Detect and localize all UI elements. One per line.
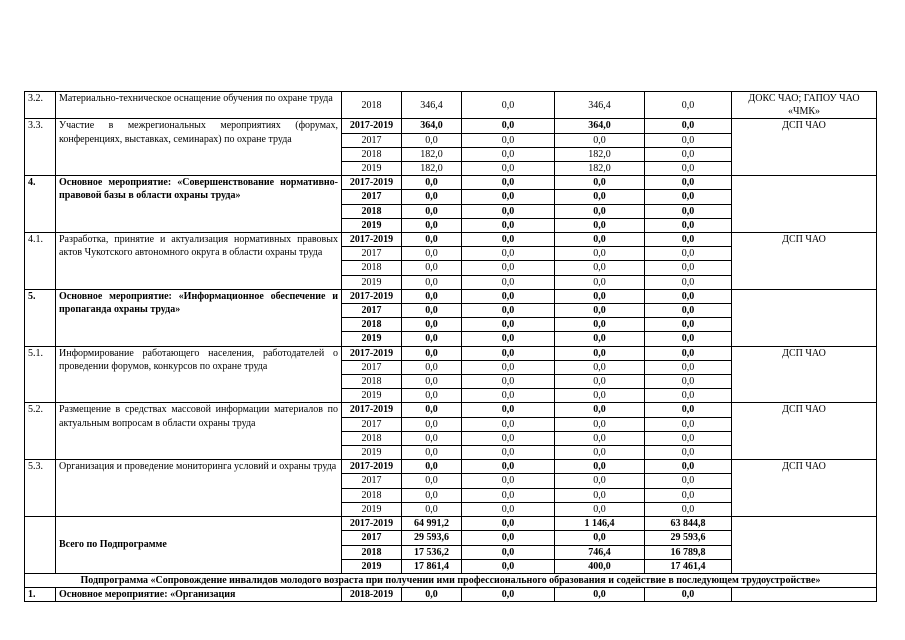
year-cell: 2019 <box>342 389 402 403</box>
value-cell: 364,0 <box>402 119 462 133</box>
value-cell: 0,0 <box>645 261 732 275</box>
table-row <box>25 92 877 119</box>
year-cell: 2017 <box>342 417 402 431</box>
value-cell: 0,0 <box>462 332 555 346</box>
value-cell: 0,0 <box>555 488 645 502</box>
year-cell: 2017 <box>342 531 402 545</box>
value-cell: 0,0 <box>402 332 462 346</box>
value-cell: 0,0 <box>555 474 645 488</box>
value-cell: 0,0 <box>402 431 462 445</box>
value-cell: 0,0 <box>462 133 555 147</box>
value-cell: 0,0 <box>645 403 732 417</box>
value-cell: 0,0 <box>402 360 462 374</box>
table-row <box>25 233 877 247</box>
value-cell: 0,0 <box>645 275 732 289</box>
value-cell: 0,0 <box>555 360 645 374</box>
value-cell: 0,0 <box>645 446 732 460</box>
table-row <box>25 346 877 360</box>
value-cell: 29 593,6 <box>402 531 462 545</box>
year-cell: 2017 <box>342 474 402 488</box>
value-cell: 0,0 <box>462 346 555 360</box>
executor-cell <box>732 517 877 574</box>
subprogram-title: Подпрограмма «Сопровождение инвалидов молодого возраста при получении ими профессионального образования и содействие в последующем трудоустройстве» <box>25 573 877 587</box>
value-cell: 0,0 <box>645 346 732 360</box>
value-cell: 0,0 <box>402 233 462 247</box>
year-cell: 2017-2019 <box>342 346 402 360</box>
value-cell: 182,0 <box>555 147 645 161</box>
item-number: 5.1. <box>25 346 56 403</box>
value-cell: 0,0 <box>555 233 645 247</box>
year-cell: 2019 <box>342 446 402 460</box>
year-cell: 2017 <box>342 133 402 147</box>
year-cell: 2017 <box>342 190 402 204</box>
executor-cell: ДСП ЧАО <box>732 460 877 517</box>
value-cell: 0,0 <box>402 133 462 147</box>
item-name: Участие в межрегиональных мероприятиях (форумах, конференциях, выставках, семинарах) по охране труда <box>56 119 342 176</box>
year-cell: 2017 <box>342 304 402 318</box>
item-name: Информирование работающего населения, работодателей о проведении форумов, конкурсов по охране труда <box>56 346 342 403</box>
year-cell: 2018 <box>342 375 402 389</box>
value-cell: 0,0 <box>645 119 732 133</box>
item-name: Основное мероприятие: «Совершенствование нормативно-правовой базы в области охраны труда» <box>56 176 342 233</box>
value-cell: 0,0 <box>555 588 645 602</box>
value-cell: 0,0 <box>402 176 462 190</box>
value-cell: 0,0 <box>462 119 555 133</box>
value-cell: 0,0 <box>462 474 555 488</box>
value-cell: 0,0 <box>555 247 645 261</box>
year-cell: 2018-2019 <box>342 588 402 602</box>
value-cell: 346,4 <box>555 92 645 119</box>
value-cell: 0,0 <box>402 218 462 232</box>
table-row <box>25 289 877 303</box>
value-cell: 0,0 <box>555 275 645 289</box>
value-cell: 0,0 <box>402 474 462 488</box>
value-cell: 0,0 <box>462 375 555 389</box>
value-cell: 0,0 <box>462 488 555 502</box>
total-row <box>25 517 877 531</box>
item-name: Разработка, принятие и актуализация нормативных правовых актов Чукотского автономного округа в области охраны труда <box>56 233 342 290</box>
value-cell: 182,0 <box>402 162 462 176</box>
value-cell: 0,0 <box>402 190 462 204</box>
value-cell: 0,0 <box>555 431 645 445</box>
item-number: 1. <box>25 588 56 602</box>
year-cell: 2017 <box>342 360 402 374</box>
year-cell: 2017-2019 <box>342 289 402 303</box>
value-cell: 1 146,4 <box>555 517 645 531</box>
value-cell: 0,0 <box>645 176 732 190</box>
value-cell: 0,0 <box>645 247 732 261</box>
value-cell: 0,0 <box>645 360 732 374</box>
value-cell: 64 991,2 <box>402 517 462 531</box>
item-name: Основное мероприятие: «Организация <box>56 588 342 602</box>
value-cell: 364,0 <box>555 119 645 133</box>
value-cell: 0,0 <box>555 460 645 474</box>
value-cell: 0,0 <box>555 389 645 403</box>
value-cell: 0,0 <box>462 190 555 204</box>
value-cell: 0,0 <box>462 588 555 602</box>
value-cell: 0,0 <box>462 360 555 374</box>
value-cell: 0,0 <box>462 517 555 531</box>
table-row <box>25 460 877 474</box>
year-cell: 2019 <box>342 275 402 289</box>
value-cell: 0,0 <box>402 275 462 289</box>
value-cell: 0,0 <box>402 375 462 389</box>
value-cell: 346,4 <box>402 92 462 119</box>
value-cell: 182,0 <box>402 147 462 161</box>
value-cell: 0,0 <box>462 559 555 573</box>
value-cell: 0,0 <box>555 190 645 204</box>
executor-cell <box>732 176 877 233</box>
value-cell: 29 593,6 <box>645 531 732 545</box>
value-cell: 0,0 <box>402 588 462 602</box>
value-cell: 0,0 <box>555 133 645 147</box>
value-cell: 0,0 <box>645 318 732 332</box>
value-cell: 0,0 <box>462 261 555 275</box>
item-number: 4. <box>25 176 56 233</box>
value-cell: 746,4 <box>555 545 645 559</box>
value-cell: 0,0 <box>555 346 645 360</box>
year-cell: 2019 <box>342 332 402 346</box>
value-cell: 0,0 <box>462 275 555 289</box>
value-cell: 0,0 <box>462 502 555 516</box>
value-cell: 0,0 <box>462 389 555 403</box>
value-cell: 0,0 <box>402 261 462 275</box>
value-cell: 0,0 <box>402 403 462 417</box>
value-cell: 0,0 <box>462 204 555 218</box>
value-cell: 0,0 <box>645 488 732 502</box>
executor-cell: ДСП ЧАО <box>732 346 877 403</box>
value-cell: 0,0 <box>555 218 645 232</box>
value-cell: 0,0 <box>555 204 645 218</box>
budget-table <box>24 91 877 602</box>
value-cell: 0,0 <box>402 502 462 516</box>
value-cell: 0,0 <box>462 318 555 332</box>
executor-cell: ДСП ЧАО <box>732 403 877 460</box>
value-cell: 0,0 <box>402 346 462 360</box>
value-cell: 17 861,4 <box>402 559 462 573</box>
year-cell: 2017-2019 <box>342 233 402 247</box>
executor-cell: ДСП ЧАО <box>732 233 877 290</box>
value-cell: 0,0 <box>402 289 462 303</box>
year-cell: 2018 <box>342 92 402 119</box>
value-cell: 0,0 <box>555 289 645 303</box>
table-row <box>25 176 877 190</box>
total-empty-cell <box>25 517 56 574</box>
year-cell: 2019 <box>342 162 402 176</box>
value-cell: 0,0 <box>462 247 555 261</box>
year-cell: 2019 <box>342 559 402 573</box>
value-cell: 0,0 <box>645 502 732 516</box>
value-cell: 0,0 <box>555 332 645 346</box>
value-cell: 182,0 <box>555 162 645 176</box>
value-cell: 0,0 <box>645 332 732 346</box>
item-number: 5. <box>25 289 56 346</box>
value-cell: 0,0 <box>645 92 732 119</box>
value-cell: 0,0 <box>462 531 555 545</box>
table-row <box>25 403 877 417</box>
value-cell: 0,0 <box>555 176 645 190</box>
year-cell: 2017-2019 <box>342 403 402 417</box>
item-number: 4.1. <box>25 233 56 290</box>
value-cell: 0,0 <box>645 233 732 247</box>
value-cell: 0,0 <box>645 375 732 389</box>
value-cell: 0,0 <box>555 304 645 318</box>
value-cell: 0,0 <box>645 162 732 176</box>
value-cell: 0,0 <box>645 431 732 445</box>
value-cell: 0,0 <box>462 147 555 161</box>
value-cell: 0,0 <box>645 289 732 303</box>
year-cell: 2019 <box>342 218 402 232</box>
year-cell: 2018 <box>342 261 402 275</box>
year-cell: 2018 <box>342 318 402 332</box>
value-cell: 0,0 <box>402 488 462 502</box>
executor-cell <box>732 289 877 346</box>
year-cell: 2017-2019 <box>342 119 402 133</box>
value-cell: 0,0 <box>402 389 462 403</box>
value-cell: 0,0 <box>645 417 732 431</box>
year-cell: 2017-2019 <box>342 517 402 531</box>
value-cell: 0,0 <box>462 92 555 119</box>
value-cell: 0,0 <box>555 502 645 516</box>
value-cell: 0,0 <box>555 446 645 460</box>
item-name: Основное мероприятие: «Информационное обеспечение и пропаганда охраны труда» <box>56 289 342 346</box>
value-cell: 0,0 <box>462 304 555 318</box>
item-number: 3.2. <box>25 92 56 119</box>
value-cell: 0,0 <box>645 304 732 318</box>
executor-cell <box>732 588 877 602</box>
value-cell: 400,0 <box>555 559 645 573</box>
value-cell: 0,0 <box>645 133 732 147</box>
value-cell: 17 461,4 <box>645 559 732 573</box>
table-row <box>25 119 877 133</box>
value-cell: 0,0 <box>462 403 555 417</box>
year-cell: 2019 <box>342 502 402 516</box>
value-cell: 0,0 <box>645 460 732 474</box>
value-cell: 0,0 <box>645 588 732 602</box>
value-cell: 0,0 <box>462 460 555 474</box>
year-cell: 2017 <box>342 247 402 261</box>
value-cell: 0,0 <box>402 417 462 431</box>
value-cell: 0,0 <box>462 417 555 431</box>
item-number: 5.2. <box>25 403 56 460</box>
year-cell: 2018 <box>342 431 402 445</box>
value-cell: 0,0 <box>555 531 645 545</box>
year-cell: 2018 <box>342 147 402 161</box>
value-cell: 0,0 <box>555 403 645 417</box>
value-cell: 0,0 <box>462 162 555 176</box>
table-row <box>25 588 877 602</box>
item-number: 5.3. <box>25 460 56 517</box>
value-cell: 0,0 <box>645 190 732 204</box>
value-cell: 0,0 <box>462 446 555 460</box>
value-cell: 0,0 <box>402 446 462 460</box>
value-cell: 0,0 <box>555 375 645 389</box>
value-cell: 0,0 <box>555 417 645 431</box>
value-cell: 0,0 <box>645 204 732 218</box>
value-cell: 0,0 <box>645 147 732 161</box>
total-label: Всего по Подпрограмме <box>56 517 342 574</box>
value-cell: 0,0 <box>462 289 555 303</box>
year-cell: 2018 <box>342 488 402 502</box>
item-name: Размещение в средствах массовой информации материалов по актуальным вопросам в области охраны труда <box>56 403 342 460</box>
year-cell: 2017-2019 <box>342 460 402 474</box>
value-cell: 0,0 <box>555 318 645 332</box>
value-cell: 0,0 <box>402 204 462 218</box>
executor-cell: ДСП ЧАО <box>732 119 877 176</box>
value-cell: 16 789,8 <box>645 545 732 559</box>
value-cell: 0,0 <box>402 318 462 332</box>
executor-cell: ДОКС ЧАО; ГАПОУ ЧАО «ЧМК» <box>732 92 877 119</box>
value-cell: 0,0 <box>645 218 732 232</box>
item-number: 3.3. <box>25 119 56 176</box>
value-cell: 0,0 <box>402 247 462 261</box>
item-name: Материально-техническое оснащение обучения по охране труда <box>56 92 342 119</box>
value-cell: 0,0 <box>402 304 462 318</box>
value-cell: 63 844,8 <box>645 517 732 531</box>
value-cell: 0,0 <box>462 233 555 247</box>
value-cell: 0,0 <box>402 460 462 474</box>
year-cell: 2018 <box>342 204 402 218</box>
subprogram-row <box>25 573 877 587</box>
value-cell: 0,0 <box>555 261 645 275</box>
value-cell: 0,0 <box>462 218 555 232</box>
value-cell: 0,0 <box>645 474 732 488</box>
year-cell: 2017-2019 <box>342 176 402 190</box>
value-cell: 17 536,2 <box>402 545 462 559</box>
year-cell: 2018 <box>342 545 402 559</box>
value-cell: 0,0 <box>645 389 732 403</box>
value-cell: 0,0 <box>462 545 555 559</box>
item-name: Организация и проведение мониторинга условий и охраны труда <box>56 460 342 517</box>
value-cell: 0,0 <box>462 176 555 190</box>
value-cell: 0,0 <box>462 431 555 445</box>
